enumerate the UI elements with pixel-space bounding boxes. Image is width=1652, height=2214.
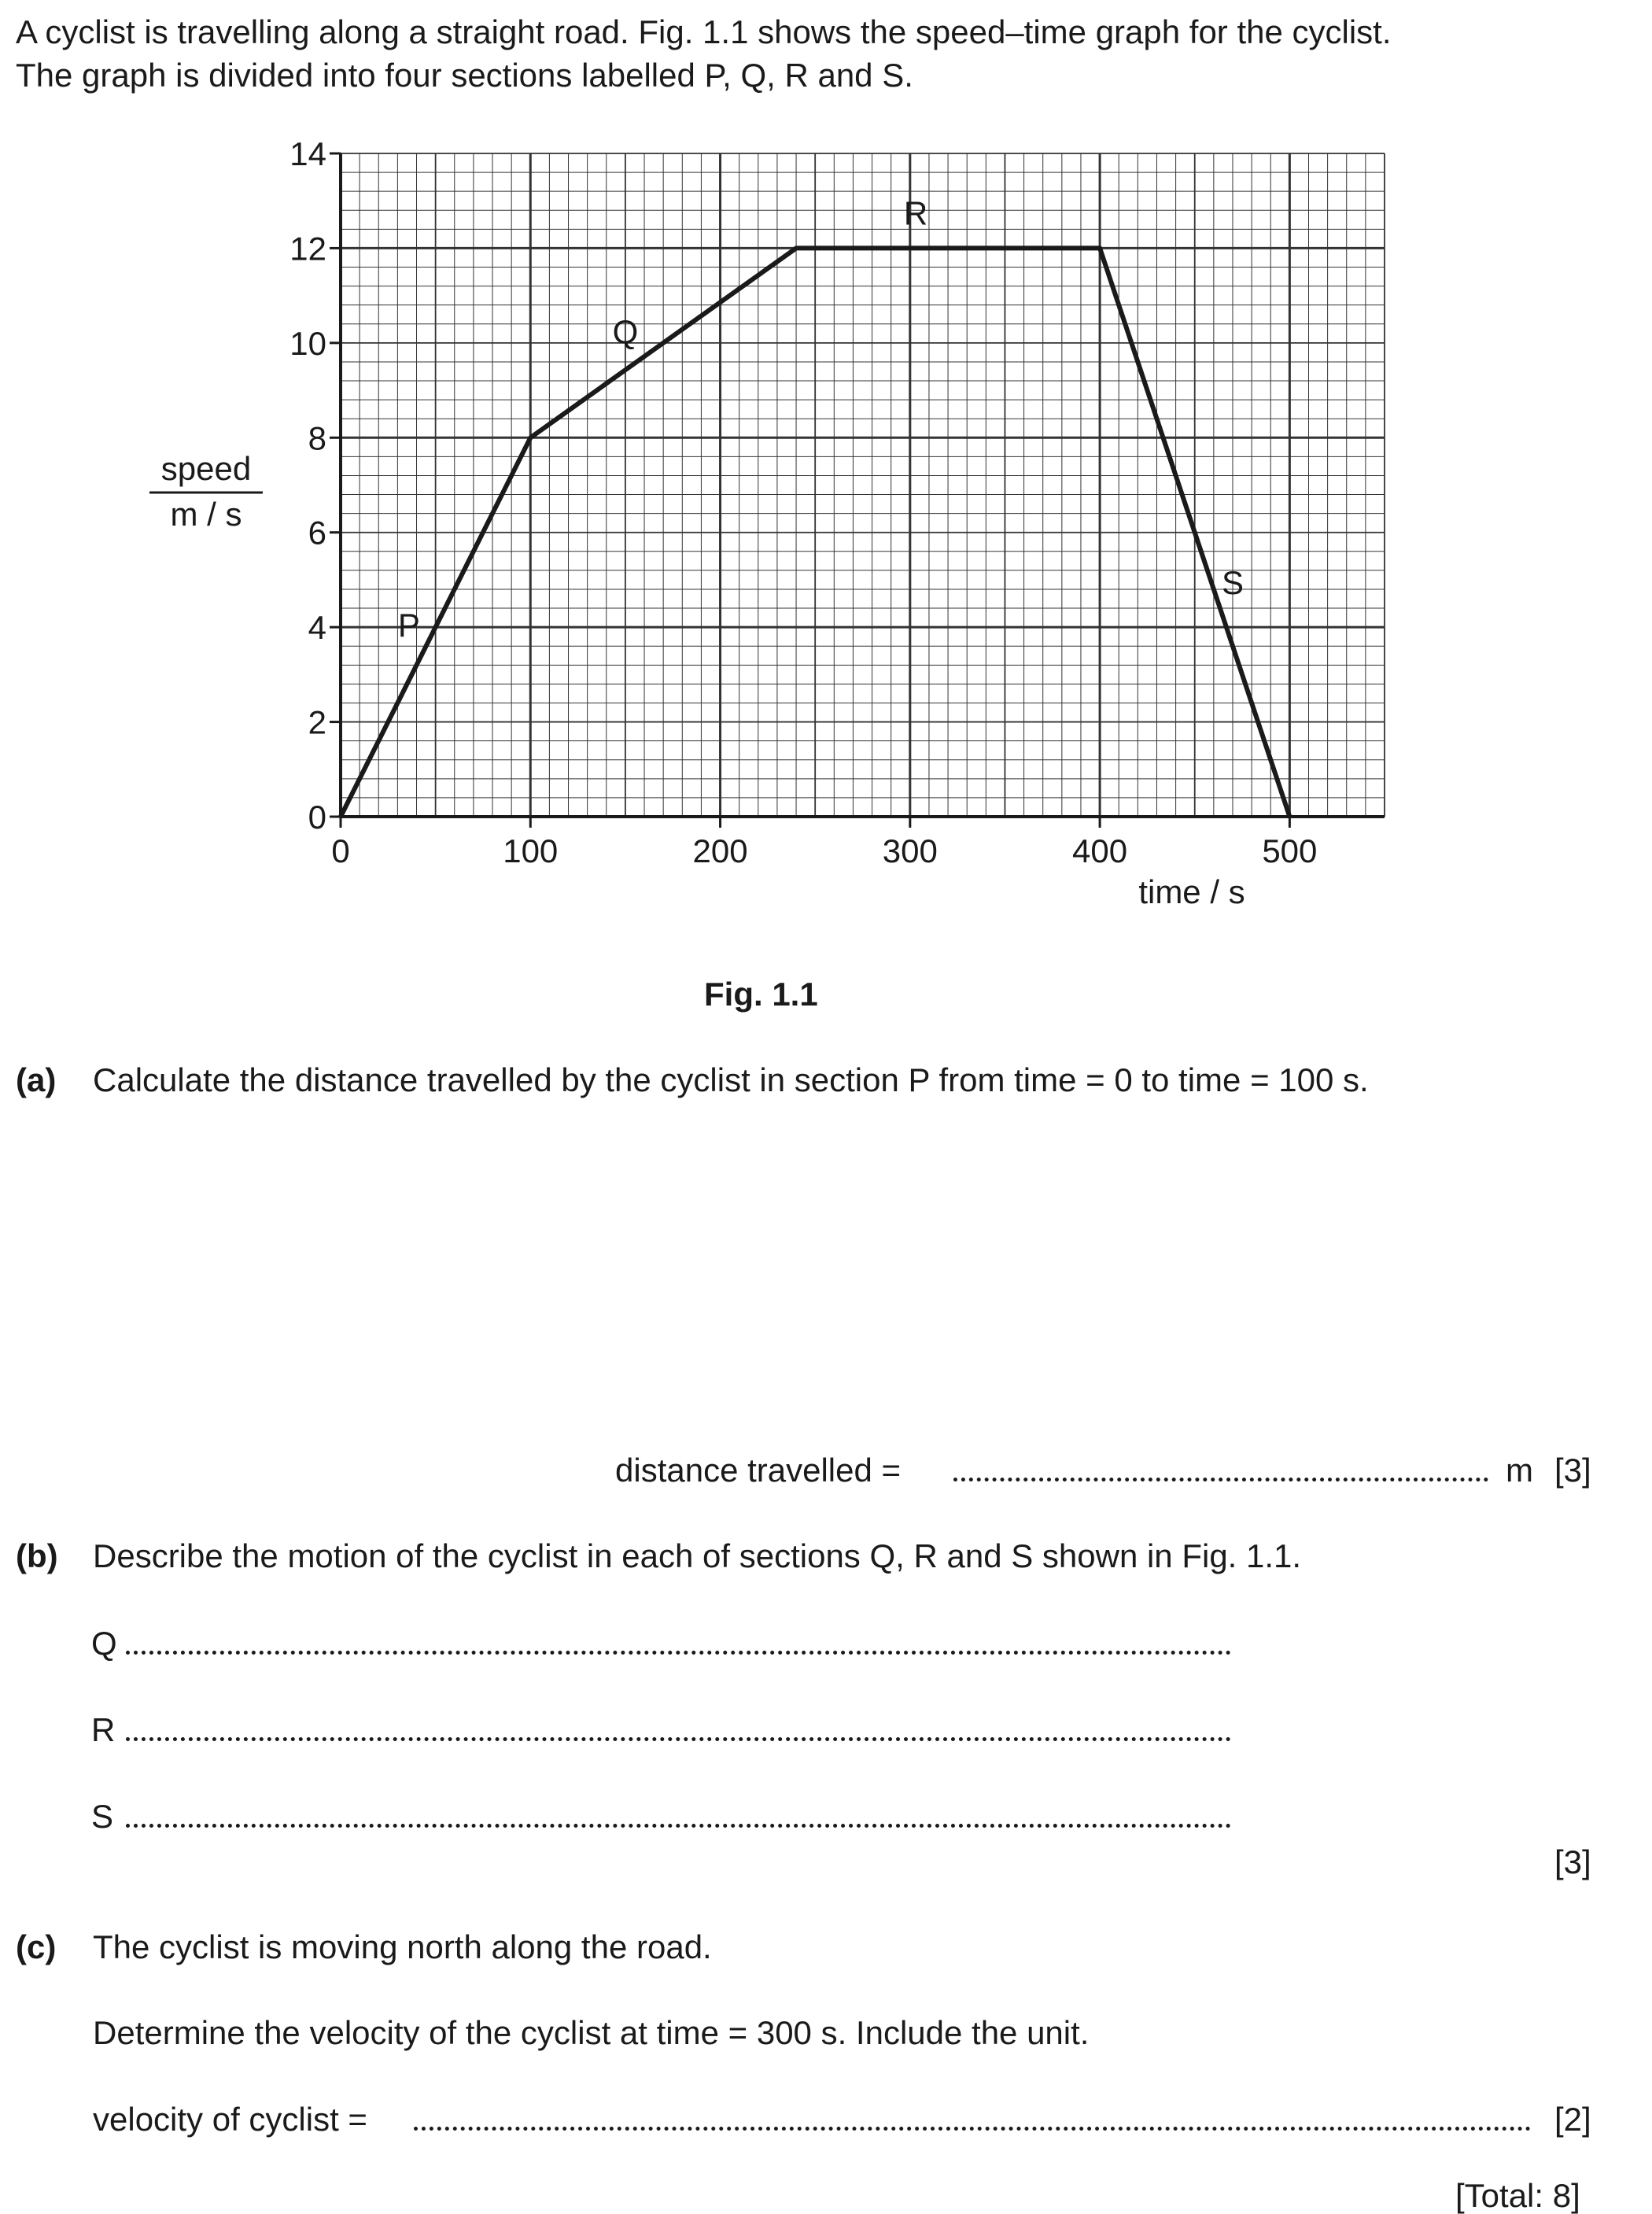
axes [341, 153, 1385, 817]
grid-major [341, 153, 1385, 817]
y-tick-label: 12 [289, 230, 326, 268]
part-c-answer-line[interactable] [414, 2127, 1531, 2131]
intro-line-2: The graph is divided into four sections labelled P, Q, R and S. [16, 57, 913, 94]
part-c-marks: [2] [1554, 2101, 1591, 2138]
part-c-statement: The cyclist is moving north along the road. [93, 1928, 712, 1965]
ticks [289, 135, 1317, 869]
x-tick-label: 300 [882, 832, 938, 869]
figure-caption: Fig. 1.1 [704, 976, 818, 1013]
part-c-label: (c) [16, 1928, 57, 1965]
y-tick-label: 4 [308, 609, 326, 647]
x-tick-label: 0 [331, 832, 350, 869]
part-a-marks: [3] [1554, 1452, 1591, 1489]
part-a-answer-label: distance travelled = [615, 1452, 902, 1489]
part-c-question: Determine the velocity of the cyclist at time = 300 s. Include the unit. [93, 2014, 1090, 2051]
section-label-q: Q [612, 312, 639, 350]
part-b-line-q[interactable] [126, 1651, 1231, 1655]
y-tick-label: 14 [289, 135, 326, 172]
x-tick-label: 400 [1072, 832, 1128, 869]
section-label-s: S [1221, 563, 1244, 601]
part-b-marks: [3] [1554, 1843, 1591, 1880]
y-tick-label: 6 [308, 514, 326, 552]
part-a-label: (a) [16, 1061, 57, 1098]
part-b-line-r-label: R [91, 1711, 116, 1748]
total-marks: [Total: 8] [1455, 2177, 1580, 2214]
y-axis-label-bottom: m / s [170, 496, 242, 533]
part-b-line-q-label: Q [91, 1625, 117, 1662]
grid-minor [341, 153, 1385, 817]
section-label-p: P [397, 607, 420, 644]
x-tick-label: 100 [503, 832, 559, 869]
y-tick-label: 2 [308, 703, 326, 741]
y-tick-label: 0 [308, 799, 326, 836]
x-tick-label: 200 [692, 832, 748, 869]
part-b-line-s-label: S [91, 1798, 114, 1835]
x-tick-label: 500 [1262, 832, 1318, 869]
part-a-question: Calculate the distance travelled by the cyclist in section P from time = 0 to time = 100 s. [93, 1061, 1369, 1098]
y-tick-label: 8 [308, 419, 326, 457]
y-tick-label: 10 [289, 324, 326, 362]
part-b-question: Describe the motion of the cyclist in each of sections Q, R and S shown in Fig. 1.1. [93, 1537, 1302, 1574]
section-labels [398, 194, 1244, 644]
speed-time-graph [0, 0, 1652, 944]
y-axis-label-top: speed [160, 450, 252, 487]
part-a-unit: m [1506, 1452, 1533, 1489]
section-label-r: R [903, 194, 928, 232]
part-b-label: (b) [16, 1537, 58, 1574]
intro-line-1: A cyclist is travelling along a straight road. Fig. 1.1 shows the speed–time graph for the cyclist. [16, 13, 1392, 50]
part-c-answer-label: velocity of cyclist = [93, 2101, 367, 2138]
part-b-line-s[interactable] [126, 1824, 1231, 1828]
part-b-line-r[interactable] [126, 1737, 1231, 1741]
x-axis-label: time / s [1138, 873, 1245, 910]
part-a-answer-line[interactable] [953, 1478, 1488, 1482]
